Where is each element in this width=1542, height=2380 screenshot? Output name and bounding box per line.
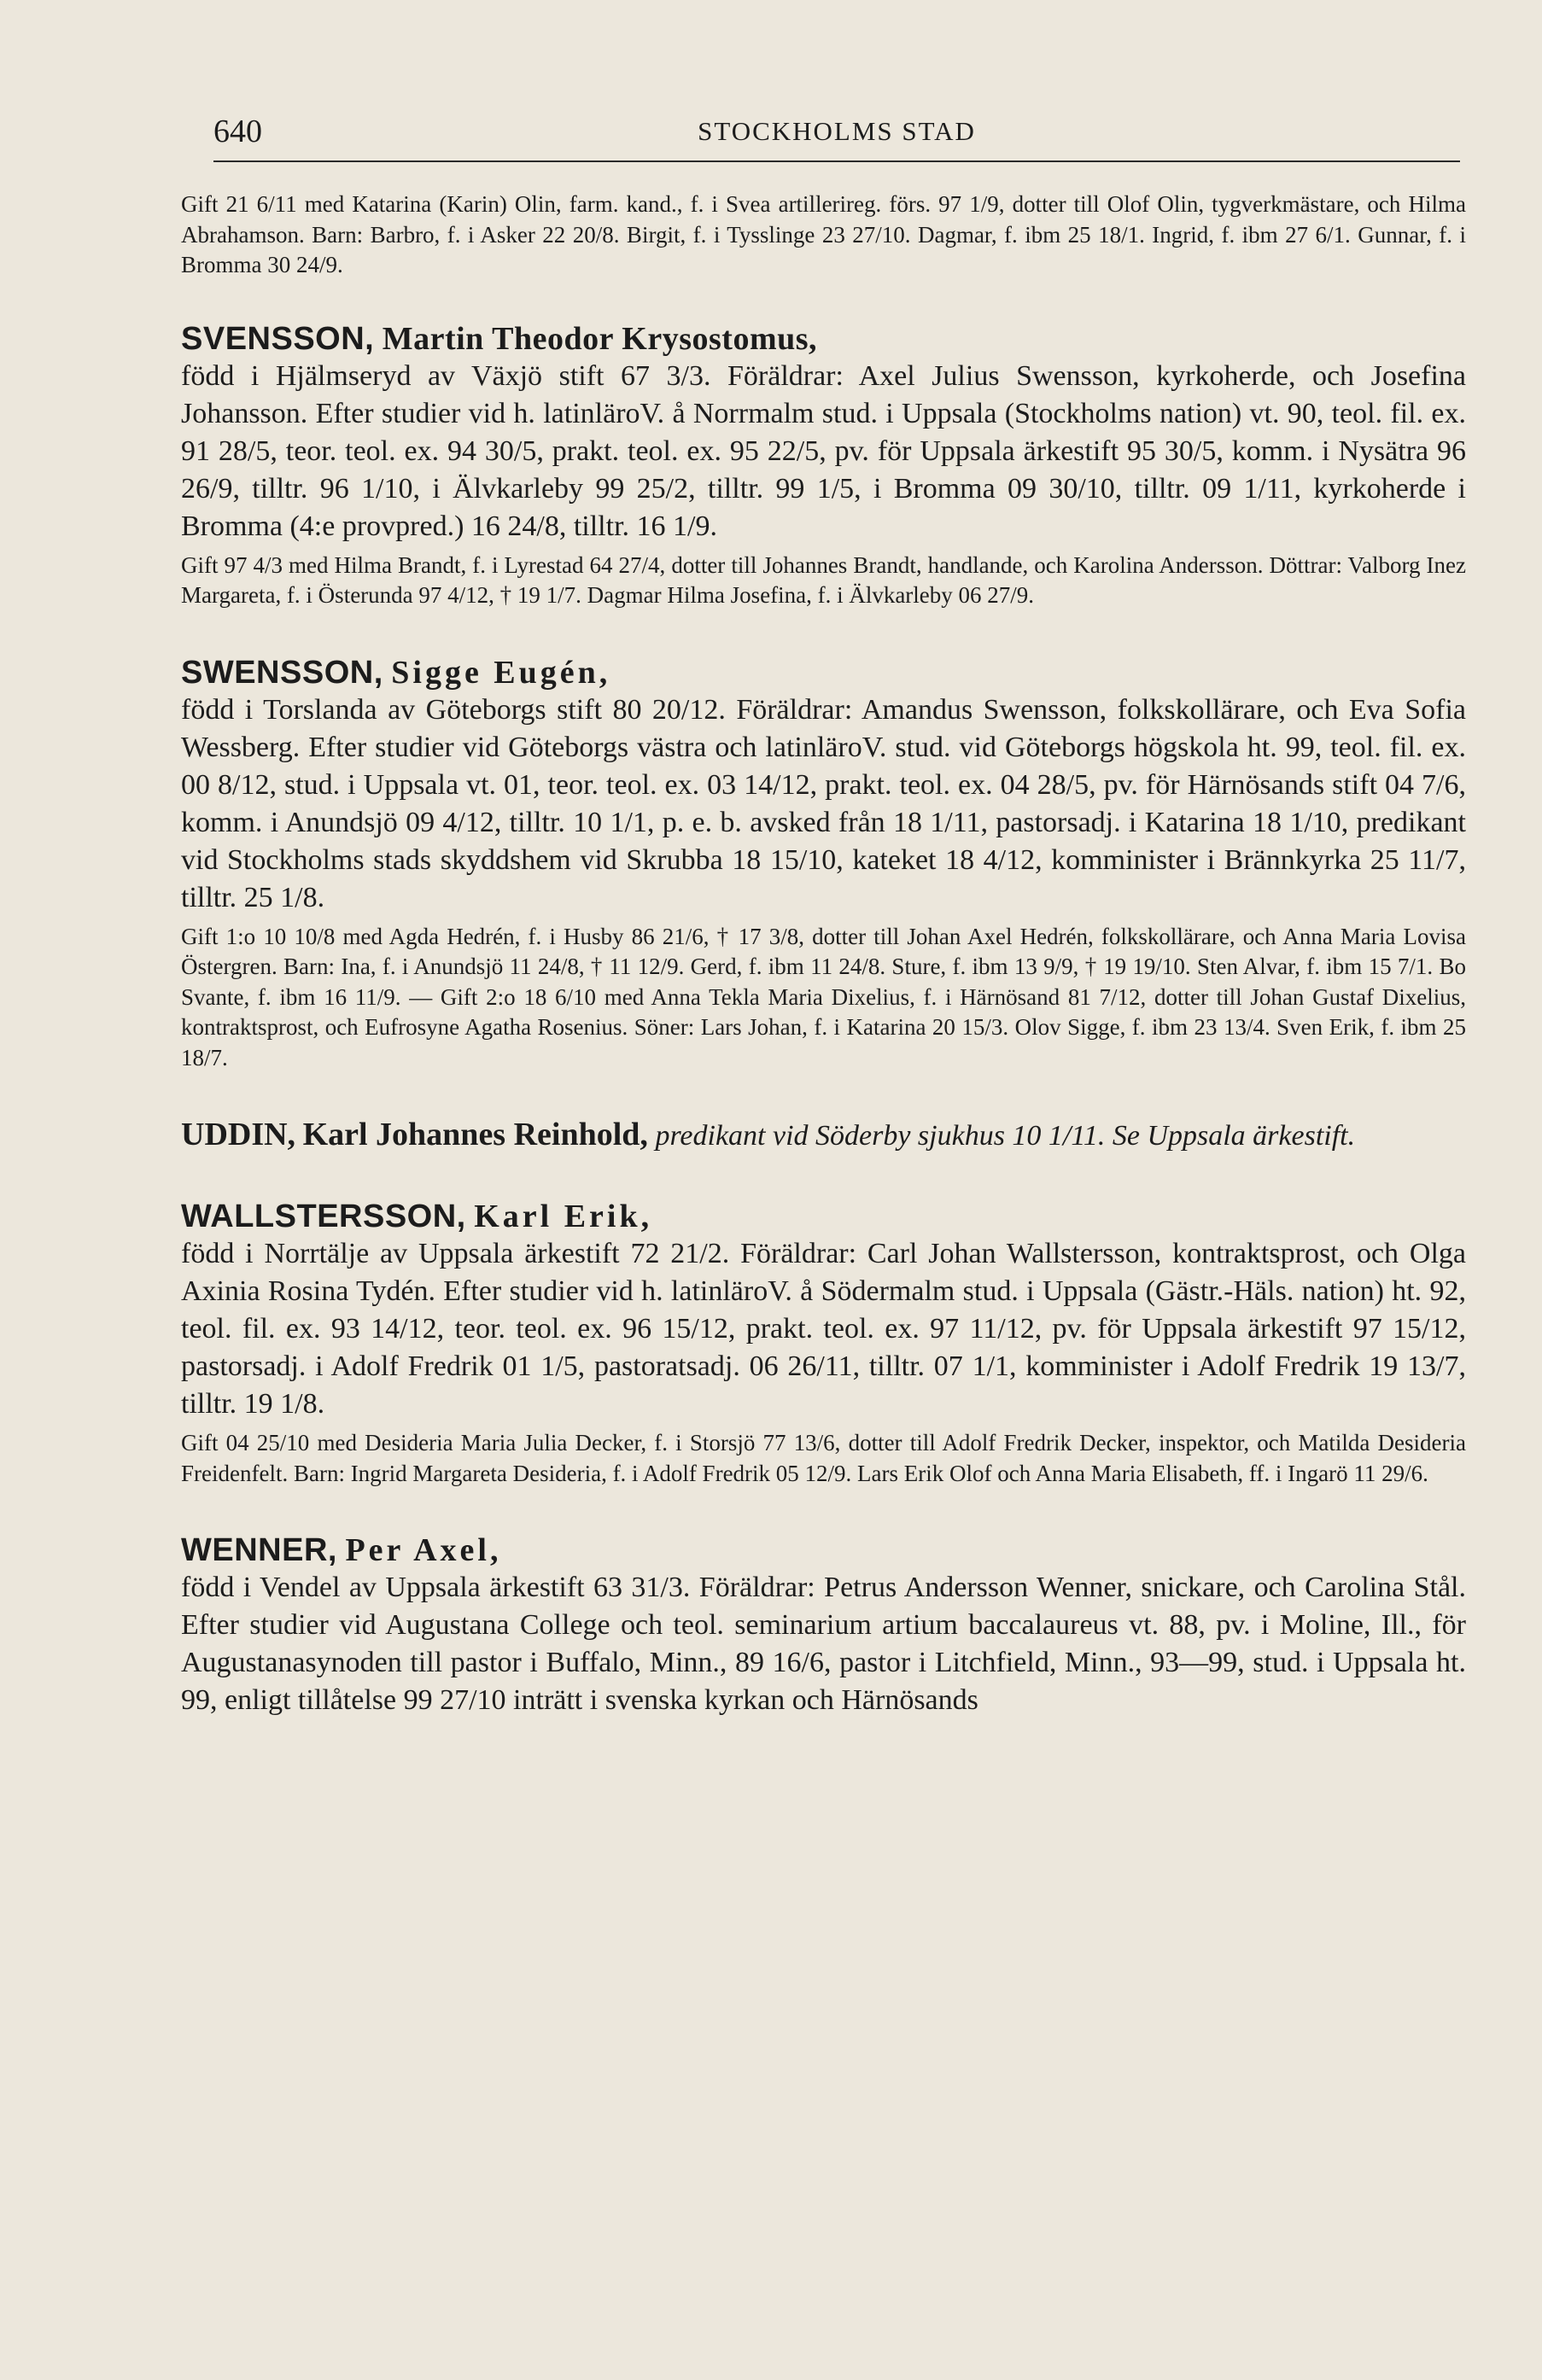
entry-swensson <box>181 654 1466 1074</box>
marriage-note: Gift 97 4/3 med Hilma Brandt, f. i Lyrestad 64 27/4, dotter till Johannes Brandt, handlande, och Karolina Andersson. Döttrar: Valborg Inez Margareta, f. i Österunda 97 4/12, † 19 1/7. Dagmar Hilma Josefina, f. i Älvkarleby 06 27/9. <box>181 551 1466 608</box>
entry-given-names: Martin Theodor Krysostomus, <box>382 320 818 357</box>
entry-heading <box>181 654 1466 691</box>
entry-surname: SVENSSON, <box>181 320 375 357</box>
page-header-title: STOCKHOLMS STAD <box>698 116 976 146</box>
entries-column <box>181 190 1466 1759</box>
entry-wenner <box>181 1531 1466 1719</box>
page-number: 640 <box>213 114 262 149</box>
running-head <box>213 113 1460 160</box>
entry-svensson <box>181 320 1466 611</box>
entry-biography <box>181 1116 1466 1155</box>
entry-heading <box>181 320 1466 358</box>
entry-surname: UDDIN, <box>181 1117 296 1152</box>
entry-given-names: Karl Erik, <box>474 1199 653 1234</box>
entry-body: predikant vid Söderby sjukhus 10 1/11. Se Uppsala ärkestift. <box>655 1120 1356 1152</box>
entry-biography: född i Torslanda av Göteborgs stift 80 20/12. Föräldrar: Amandus Swensson, folkskollärare, och Eva Sofia Wessberg. Efter studier vid Göteborgs västra och latinläroV. stud. vid Göteborgs högskola ht. 99, teol. fil. ex. 00 8/12, stud. i Uppsala vt. 01, teor. teol. ex. 03 14/12, prakt. teol. ex. 04 28/5, pv. för Härnösands stift 04 7/6, komm. i Anundsjö 09 4/12, tilltr. 10 1/1, p. e. b. avsked från 18 1/11, pastorsadj. i Katarina 18 1/10, predikant vid Stockholms stads skyddshem vid Skrubba 18 15/10, kateket 18 4/12, komminister i Brännkyrka 25 11/7, tilltr. 25 1/8. <box>181 693 1466 913</box>
entry-heading <box>181 1198 1466 1235</box>
header-rule <box>213 160 1460 162</box>
entry-surname: WALLSTERSSON, <box>181 1199 466 1234</box>
entry-given-names: Karl Johannes Reinhold, <box>302 1117 648 1152</box>
entry-given-names: Sigge Eugén, <box>391 654 611 691</box>
entry-surname: WENNER, <box>181 1532 337 1568</box>
entry-surname: SWENSSON, <box>181 654 383 691</box>
marriage-note: Gift 1:o 10 10/8 med Agda Hedrén, f. i Husby 86 21/6, † 17 3/8, dotter till Johan Axel Hedrén, folkskollärare, och Anna Maria Lovisa Östergren. Barn: Ina, f. i Anundsjö 11 24/8, † 11 12/9. Gerd, f. ibm 11 24/8. Sture, f. ibm 13 9/9, † 19 19/10. Sten Alvar, f. ibm 15 7/1. Bo Svante, f. ibm 16 11/9. — Gift 2:o 18 6/10 med Anna Tekla Maria Dixelius, f. i Härnösand 81 7/12, dotter till Johan Gustaf Dixelius, kontraktsprost, och Eufrosyne Agatha Rosenius. Söner: Lars Johan, f. i Katarina 20 15/3. Olov Sigge, f. ibm 23 13/4. Sven Erik, f. ibm 25 18/7. <box>181 923 1466 1070</box>
entry-given-names: Per Axel, <box>345 1532 502 1568</box>
marriage-note: Gift 04 25/10 med Desideria Maria Julia Decker, f. i Storsjö 77 13/6, dotter till Adolf Fredrik Decker, inspektor, och Matilda Desideria Freidenfelt. Barn: Ingrid Margareta Desideria, f. i Adolf Fredrik 05 12/9. Lars Erik Olof och Anna Maria Elisabeth, ff. i Ingarö 11 29/6. <box>181 1430 1466 1486</box>
entry-uddin <box>181 1116 1466 1155</box>
marriage-note: Gift 21 6/11 med Katarina (Karin) Olin, farm. kand., f. i Svea artillerireg. förs. 97 1/9, dotter till Olof Olin, tygverkmästare, och Hilma Abrahamson. Barn: Barbro, f. i Asker 22 20/8. Birgit, f. i Tysslinge 23 27/10. Dagmar, f. ibm 25 18/1. Ingrid, f. ibm 27 6/1. Gunnar, f. i Bromma 30 24/9. <box>181 191 1466 277</box>
entry-wallstersson <box>181 1198 1466 1489</box>
entry-biography: född i Hjälmseryd av Växjö stift 67 3/3. Föräldrar: Axel Julius Swensson, kyrkoherde, och Josefina Johansson. Efter studier vid h. latinläroV. å Norrmalm stud. i Uppsala (Stockholms nation) vt. 90, teol. fil. ex. 91 28/5, teor. teol. ex. 94 30/5, prakt. teol. ex. 95 22/5, pv. för Uppsala ärkestift 95 30/5, komm. i Nysätra 96 26/9, tilltr. 96 1/10, i Älvkarleby 99 25/2, tilltr. 99 1/5, i Bromma 09 30/10, tilltr. 09 1/11, kyrkoherde i Bromma (4:e provpred.) 16 24/8, tilltr. 16 1/9. <box>181 359 1466 542</box>
entry-continued <box>181 190 1466 281</box>
entry-biography: född i Norrtälje av Uppsala ärkestift 72 21/2. Föräldrar: Carl Johan Wallstersson, kontraktsprost, och Olga Axinia Rosina Tydén. Efter studier vid h. latinläroV. å Södermalm stud. i Uppsala (Gästr.-Häls. nation) ht. 92, teol. fil. ex. 93 14/12, teor. teol. ex. 96 15/12, prakt. teol. ex. 97 11/12, pv. för Uppsala ärkestift 97 15/12, pastorsadj. i Adolf Fredrik 01 1/5, pastoratsadj. 06 26/11, tilltr. 07 1/1, komminister i Adolf Fredrik 19 13/7, tilltr. 19 1/8. <box>181 1238 1466 1420</box>
entry-heading <box>181 1531 1466 1569</box>
entry-biography: född i Vendel av Uppsala ärkestift 63 31/3. Föräldrar: Petrus Andersson Wenner, snickare, och Carolina Stål. Efter studier vid Augustana College och teol. seminarium artium baccalaureus vt. 88, pv. i Moline, Ill., för Augustanasynoden till pastor i Buffalo, Minn., 89 16/6, pastor i Litchfield, Minn., 93—99, stud. i Uppsala ht. 99, enligt tillåtelse 99 27/10 inträtt i svenska kyrkan och Härnösands <box>181 1572 1466 1716</box>
